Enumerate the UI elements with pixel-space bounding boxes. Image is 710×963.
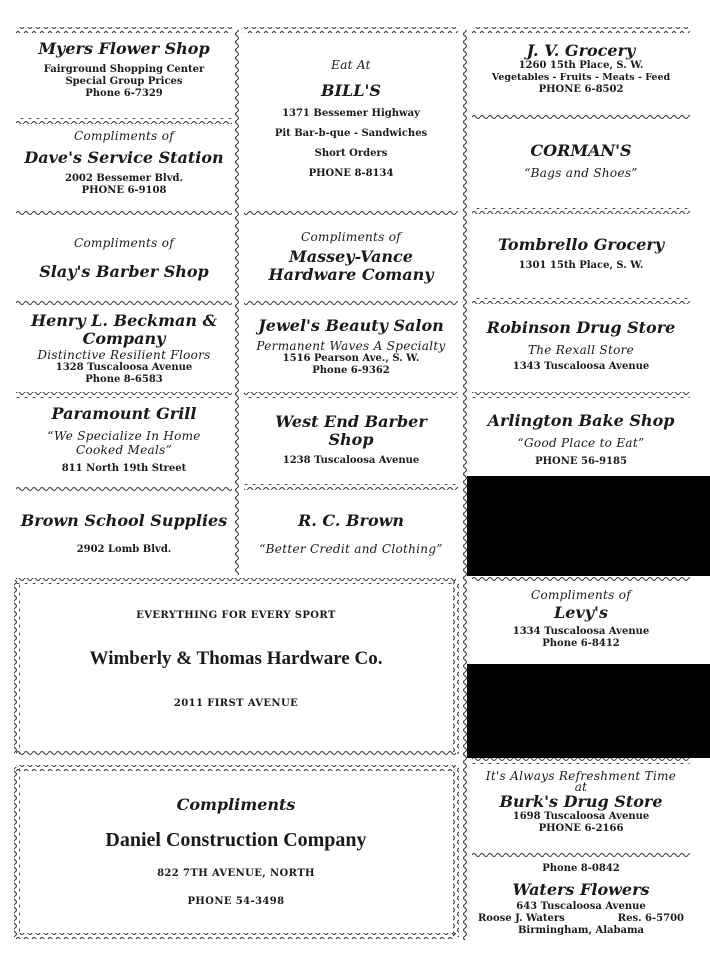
ad-line: Birmingham, Alabama — [517, 925, 645, 936]
ad-tagline: Permanent Waves A Specialty — [256, 339, 446, 353]
ad-tagline: Cooked Meals” — [75, 443, 173, 457]
ad-wimberly-thomas — [22, 610, 450, 710]
ad-owner-row — [472, 913, 690, 925]
ad-tagline: “We Specialize In Home — [47, 429, 201, 443]
ad-jv-grocery — [472, 42, 690, 96]
ad-line: Phone 8-6583 — [85, 374, 163, 385]
ad-tagline: “Bags and Shoes” — [524, 166, 638, 180]
black-band-lower — [467, 664, 710, 758]
ad-line: 1371 Bessemer Highway — [282, 108, 420, 119]
ad-line: 1301 15th Place, S. W. — [518, 260, 644, 271]
ad-levys — [472, 588, 690, 650]
ad-line: 643 Tuscaloosa Avenue — [516, 901, 646, 912]
ad-paramount-grill — [18, 405, 230, 475]
ad-name: Paramount Grill — [51, 405, 197, 423]
ad-line: 822 7TH AVENUE, NORTH — [157, 868, 315, 879]
ad-name: Henry L. Beckman & — [30, 312, 218, 330]
ad-name: Dave's Service Station — [24, 148, 224, 167]
ad-west-end-barber-shop — [246, 413, 456, 467]
ad-name: Jewel's Beauty Salon — [258, 317, 444, 335]
ad-name: Arlington Bake Shop — [487, 412, 675, 430]
ad-name: Wimberly & Thomas Hardware Co. — [89, 648, 383, 669]
ad-name: Burk's Drug Store — [499, 792, 663, 811]
ad-daves-service-station — [18, 129, 230, 197]
ad-name: R. C. Brown — [297, 512, 405, 530]
ad-line: Phone 6-8412 — [542, 638, 620, 649]
ad-intro: Compliments of — [73, 236, 174, 250]
ad-daniel-construction — [22, 796, 450, 908]
ad-phone: Phone 8-0842 — [542, 863, 620, 874]
ad-name: Tombrello Grocery — [497, 236, 665, 254]
ad-line: Fairground Shopping Center — [43, 64, 205, 75]
ad-line: Special Group Prices — [65, 76, 183, 87]
ad-name: Slay's Barber Shop — [39, 262, 209, 281]
ad-line: 2902 Lomb Blvd. — [76, 544, 172, 555]
ad-name: Waters Flowers — [512, 880, 650, 899]
ad-line: Phone 6-9362 — [312, 365, 390, 376]
ad-slays-barber-shop — [18, 236, 230, 281]
ad-name: BILL'S — [321, 81, 381, 100]
ad-line: Phone 6-7329 — [85, 88, 163, 99]
ad-arlington-bake-shop — [472, 412, 690, 468]
ad-line: PHONE 6-2166 — [538, 823, 624, 834]
ad-intro: at — [574, 780, 588, 794]
ad-intro: It's Always Refreshment Time — [485, 770, 677, 783]
ad-waters-flowers — [472, 863, 690, 937]
ad-name: Brown School Supplies — [20, 512, 228, 530]
ad-line: PHONE 6-9108 — [81, 185, 167, 196]
ad-henry-beckman — [18, 312, 230, 386]
ad-line: 1334 Tuscaloosa Avenue — [512, 626, 650, 637]
ad-line: PHONE 56-9185 — [535, 456, 627, 467]
ad-owner: Roose J. Waters — [478, 913, 565, 924]
ad-line: PHONE 6-8502 — [538, 84, 624, 95]
ad-line: 1516 Pearson Ave., S. W. — [282, 353, 420, 364]
ad-intro: Compliments — [176, 796, 296, 814]
ad-line: Vegetables - Fruits - Meats - Feed — [491, 72, 671, 83]
ad-line: 1238 Tuscaloosa Avenue — [282, 455, 420, 466]
ad-line: 1343 Tuscaloosa Avenue — [512, 361, 650, 372]
ad-intro: Compliments of — [530, 588, 631, 602]
ad-burks-drug-store — [472, 770, 690, 835]
ad-name: Massey-Vance — [289, 247, 413, 266]
ad-tagline: “Good Place to Eat” — [517, 436, 645, 450]
ad-jewels-beauty-salon — [246, 317, 456, 377]
ad-cormans — [472, 142, 690, 180]
ad-massey-vance — [246, 230, 456, 284]
ad-name: Shop — [328, 430, 374, 449]
ad-line: 1328 Tuscaloosa Avenue — [55, 362, 193, 373]
ad-name: Robinson Drug Store — [486, 319, 676, 337]
ad-line: PHONE 54-3498 — [187, 896, 285, 907]
ad-line: 2002 Bessemer Blvd. — [65, 173, 183, 184]
ad-residence-phone: Res. 6-5700 — [617, 913, 684, 924]
ad-name: Daniel Construction Company — [105, 829, 367, 851]
ad-name: CORMAN'S — [530, 142, 632, 160]
ad-line: 1698 Tuscaloosa Avenue — [512, 811, 650, 822]
ad-name: Company — [82, 329, 166, 348]
ad-name: Myers Flower Shop — [38, 40, 210, 58]
ad-intro: Compliments of — [300, 230, 401, 244]
ad-line: PHONE 8-8134 — [308, 168, 394, 179]
ad-tombrello-grocery — [472, 236, 690, 272]
ad-rc-brown — [244, 512, 458, 556]
ad-name: J. V. Grocery — [526, 42, 636, 60]
ad-tagline: “Better Credit and Clothing” — [259, 542, 443, 556]
ad-line: 2011 FIRST AVENUE — [173, 698, 299, 709]
ad-intro: Eat At — [331, 58, 371, 72]
ad-tagline: Distinctive Resilient Floors — [37, 348, 211, 362]
ad-name: Hardware Comany — [268, 265, 434, 284]
ad-name: West End Barber — [275, 413, 427, 431]
ad-intro: Compliments of — [73, 129, 174, 143]
ad-brown-school-supplies — [16, 512, 232, 556]
black-band-upper — [467, 476, 710, 576]
ad-line: 1260 15th Place, S. W. — [518, 60, 644, 71]
ad-line: 811 North 19th Street — [61, 463, 187, 474]
ad-myers-flower-shop — [18, 40, 230, 100]
ad-line: Pit Bar-b-que - Sandwiches — [274, 128, 428, 139]
ad-name: Levy's — [554, 603, 608, 622]
ad-robinson-drug-store — [472, 319, 690, 373]
ad-bills — [246, 58, 456, 180]
ad-line: Short Orders — [314, 148, 388, 159]
ad-line: EVERYTHING FOR EVERY SPORT — [136, 610, 336, 621]
ad-tagline: The Rexall Store — [527, 343, 635, 357]
